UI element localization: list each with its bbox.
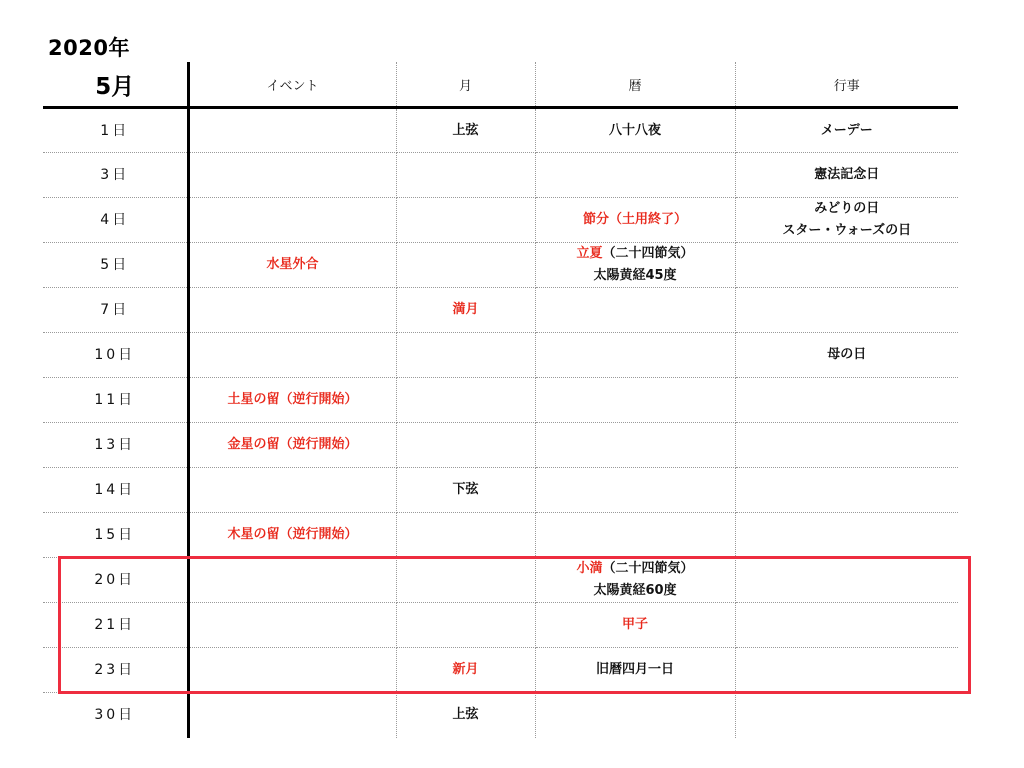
reki-cell — [535, 468, 735, 513]
moon-cell — [396, 603, 535, 648]
event-cell — [188, 468, 396, 513]
moon-cell — [396, 243, 535, 288]
moon-cell — [396, 288, 535, 333]
reki-text: 八十八夜 — [608, 122, 661, 138]
moon-text: 上弦 — [452, 122, 479, 138]
year-title: 2020年 — [48, 36, 130, 60]
reki-cell — [535, 693, 735, 738]
reki-text: 太陽黄経60度 — [593, 583, 677, 598]
event-cell — [188, 603, 396, 648]
table-row — [43, 288, 958, 333]
event-cell — [188, 423, 396, 468]
col-header-event: イベント — [188, 62, 396, 108]
reki-cell — [535, 288, 735, 333]
moon-text: 新月 — [452, 662, 479, 677]
event-text: 土星の留（逆行開始） — [227, 392, 358, 407]
calendar-body — [43, 108, 958, 738]
gyoji-line — [736, 120, 959, 142]
reki-text: 小満 — [576, 561, 603, 576]
gyoji-line — [736, 344, 959, 366]
month-header: 5月 — [43, 62, 188, 108]
gyoji-cell — [735, 288, 958, 333]
reki-cell — [535, 333, 735, 378]
gyoji-cell — [735, 378, 958, 423]
date-cell: 7日 — [43, 288, 188, 333]
date-cell: 15日 — [43, 513, 188, 558]
reki-line — [536, 243, 735, 265]
reki-cell — [535, 558, 735, 603]
event-cell — [188, 198, 396, 243]
gyoji-cell — [735, 108, 958, 153]
moon-cell — [396, 648, 535, 693]
reki-line — [536, 614, 735, 636]
reki-cell — [535, 513, 735, 558]
gyoji-cell — [735, 198, 958, 243]
moon-cell — [396, 378, 535, 423]
table-row — [43, 108, 958, 153]
gyoji-cell — [735, 243, 958, 288]
event-cell — [188, 693, 396, 738]
col-header-moon: 月 — [396, 62, 535, 108]
reki-text: （二十四節気） — [602, 246, 694, 261]
gyoji-line — [736, 198, 959, 220]
moon-cell — [396, 693, 535, 738]
reki-text: 甲子 — [621, 617, 648, 632]
table-row — [43, 153, 958, 198]
date-cell: 3日 — [43, 153, 188, 198]
reki-line — [536, 558, 735, 580]
gyoji-text: みどりの日 — [814, 201, 880, 216]
moon-cell — [396, 153, 535, 198]
col-header-reki: 暦 — [535, 62, 735, 108]
event-cell — [188, 648, 396, 693]
moon-cell — [396, 468, 535, 513]
reki-text: 立夏 — [576, 246, 603, 261]
table-row — [43, 333, 958, 378]
date-cell: 4日 — [43, 198, 188, 243]
moon-cell — [396, 198, 535, 243]
reki-line — [536, 120, 735, 142]
date-cell: 5日 — [43, 243, 188, 288]
gyoji-cell — [735, 603, 958, 648]
gyoji-cell — [735, 648, 958, 693]
table-row — [43, 243, 958, 288]
reki-line — [536, 659, 735, 681]
event-cell — [188, 513, 396, 558]
reki-cell — [535, 603, 735, 648]
col-header-gyoji: 行事 — [735, 62, 958, 108]
table-row — [43, 558, 958, 603]
reki-cell — [535, 648, 735, 693]
reki-text: （二十四節気） — [602, 561, 694, 576]
reki-cell — [535, 198, 735, 243]
date-cell: 13日 — [43, 423, 188, 468]
table-row — [43, 378, 958, 423]
gyoji-text: メーデー — [820, 122, 873, 138]
moon-text: 満月 — [452, 302, 479, 317]
calendar-table — [43, 62, 958, 738]
table-row — [43, 513, 958, 558]
reki-text: 節分（土用終了） — [582, 212, 687, 227]
gyoji-cell — [735, 423, 958, 468]
moon-cell — [396, 108, 535, 153]
table-row — [43, 693, 958, 738]
gyoji-text: 憲法記念日 — [814, 167, 880, 182]
reki-text: 旧暦四月一日 — [595, 662, 674, 677]
date-cell: 10日 — [43, 333, 188, 378]
date-cell: 14日 — [43, 468, 188, 513]
table-row — [43, 468, 958, 513]
event-cell — [188, 243, 396, 288]
table-row — [43, 423, 958, 468]
gyoji-text: スター・ウォーズの日 — [782, 223, 912, 238]
date-cell: 11日 — [43, 378, 188, 423]
gyoji-line — [736, 164, 959, 186]
gyoji-cell — [735, 333, 958, 378]
moon-text: 下弦 — [452, 482, 479, 497]
moon-text: 上弦 — [452, 707, 479, 723]
event-cell — [188, 558, 396, 603]
moon-cell — [396, 423, 535, 468]
reki-cell — [535, 378, 735, 423]
gyoji-cell — [735, 468, 958, 513]
gyoji-cell — [735, 153, 958, 198]
event-cell — [188, 378, 396, 423]
gyoji-cell — [735, 558, 958, 603]
table-row — [43, 603, 958, 648]
reki-cell — [535, 243, 735, 288]
reki-line — [536, 580, 735, 602]
gyoji-line — [736, 220, 959, 242]
reki-line — [536, 265, 735, 287]
reki-text: 太陽黄経45度 — [593, 268, 677, 283]
event-cell — [188, 288, 396, 333]
reki-cell — [535, 423, 735, 468]
date-cell: 20日 — [43, 558, 188, 603]
event-cell — [188, 333, 396, 378]
date-cell: 30日 — [43, 693, 188, 738]
header-row — [43, 62, 958, 108]
date-cell: 21日 — [43, 603, 188, 648]
date-cell: 23日 — [43, 648, 188, 693]
event-cell — [188, 153, 396, 198]
gyoji-cell — [735, 513, 958, 558]
gyoji-cell — [735, 693, 958, 738]
moon-cell — [396, 333, 535, 378]
event-text: 水星外合 — [266, 257, 319, 272]
reki-line — [536, 209, 735, 231]
event-text: 木星の留（逆行開始） — [227, 527, 358, 542]
moon-cell — [396, 558, 535, 603]
gyoji-text: 母の日 — [827, 347, 867, 362]
table-row — [43, 198, 958, 243]
moon-cell — [396, 513, 535, 558]
event-text: 金星の留（逆行開始） — [227, 437, 358, 452]
reki-cell — [535, 153, 735, 198]
table-row — [43, 648, 958, 693]
date-cell: 1日 — [43, 108, 188, 153]
reki-cell — [535, 108, 735, 153]
event-cell — [188, 108, 396, 153]
